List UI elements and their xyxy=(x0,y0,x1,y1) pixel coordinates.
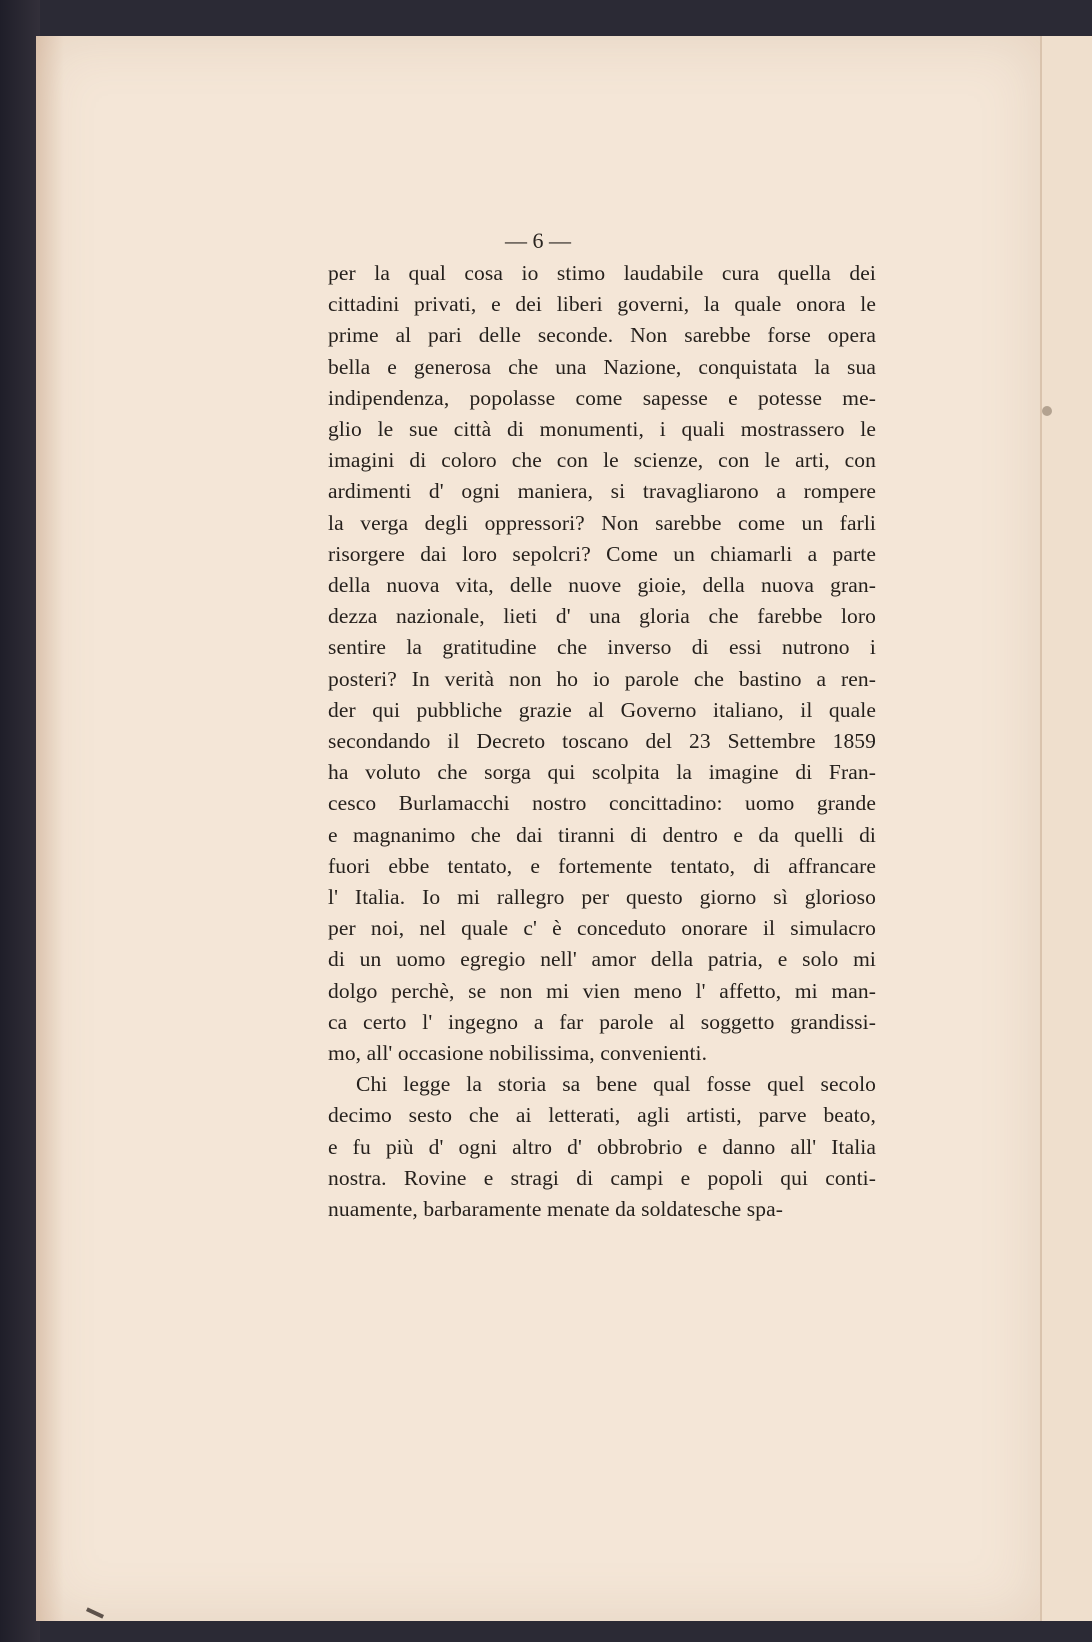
text-line: prime al pari delle seconde. Non sarebbe forse opera xyxy=(328,323,876,348)
text-line: nuamente, barbaramente menate da soldatesche spa- xyxy=(328,1197,783,1222)
page-number: — 6 — xyxy=(505,228,571,253)
text-line: ardimenti d' ogni maniera, si travagliarono a rompere xyxy=(328,479,876,504)
text-line: cesco Burlamacchi nostro concittadino: uomo grande xyxy=(328,791,876,816)
text-line: e magnanimo che dai tiranni di dentro e da quelli di xyxy=(328,822,876,847)
text-line: di un uomo egregio nell' amor della patria, e solo mi xyxy=(328,947,876,972)
text-line: l' Italia. Io mi rallegro per questo giorno sì glorioso xyxy=(328,885,876,910)
text-line: ha voluto che sorga qui scolpita la imagine di Fran- xyxy=(328,760,876,785)
text-line: fuori ebbe tentato, e fortemente tentato, di affrancare xyxy=(328,853,876,878)
adjacent-page-edge xyxy=(1040,36,1092,1621)
text-line: ca certo l' ingegno a far parole al soggetto grandissi- xyxy=(328,1009,876,1034)
text-line: indipendenza, popolasse come sapesse e potesse me- xyxy=(328,385,876,410)
corner-blemish xyxy=(86,1607,104,1618)
text-line: sentire la gratitudine che inverso di essi nutrono i xyxy=(328,635,876,660)
text-line: decimo sesto che ai letterati, agli artisti, parve beato, xyxy=(328,1103,876,1128)
text-line: per noi, nel quale c' è conceduto onorare il simulacro xyxy=(328,916,876,941)
text-line: per la qual cosa io stimo laudabile cura quella dei xyxy=(328,261,876,285)
text-line: der qui pubbliche grazie al Governo italiano, il quale xyxy=(328,697,876,722)
text-line: mo, all' occasione nobilissima, convenienti. xyxy=(328,1041,708,1066)
page-spot xyxy=(1042,406,1052,416)
text-line: nostra. Rovine e stragi di campi e popoli qui conti- xyxy=(328,1165,876,1190)
text-line: glio le sue città di monumenti, i quali mostrassero le xyxy=(328,417,876,442)
text-line: risorgere dai loro sepolcri? Come un chiamarli a parte xyxy=(328,541,876,566)
scan-background-edge xyxy=(0,0,40,1642)
text-line: cittadini privati, e dei liberi governi, la quale onora le xyxy=(328,292,876,317)
text-line: imagini di coloro che con le scienze, con le arti, con xyxy=(328,448,876,473)
body-text xyxy=(328,258,876,1225)
text-line: Chi legge la storia sa bene qual fosse quel secolo xyxy=(356,1072,876,1097)
text-line: della nuova vita, delle nuove gioie, della nuova gran- xyxy=(328,573,876,598)
text-line: la verga degli oppressori? Non sarebbe come un farli xyxy=(328,510,876,535)
text-line: dolgo perchè, se non mi vien meno l' affetto, mi man- xyxy=(328,978,876,1003)
text-line: bella e generosa che una Nazione, conquistata la sua xyxy=(328,354,876,379)
text-line: e fu più d' ogni altro d' obbrobrio e danno all' Italia xyxy=(328,1134,876,1159)
text-line: posteri? In verità non ho io parole che bastino a ren- xyxy=(328,666,876,691)
text-line: dezza nazionale, lieti d' una gloria che farebbe loro xyxy=(328,604,876,629)
text-line: secondando il Decreto toscano del 23 Settembre 1859 xyxy=(328,729,876,754)
book-page xyxy=(36,36,1040,1621)
